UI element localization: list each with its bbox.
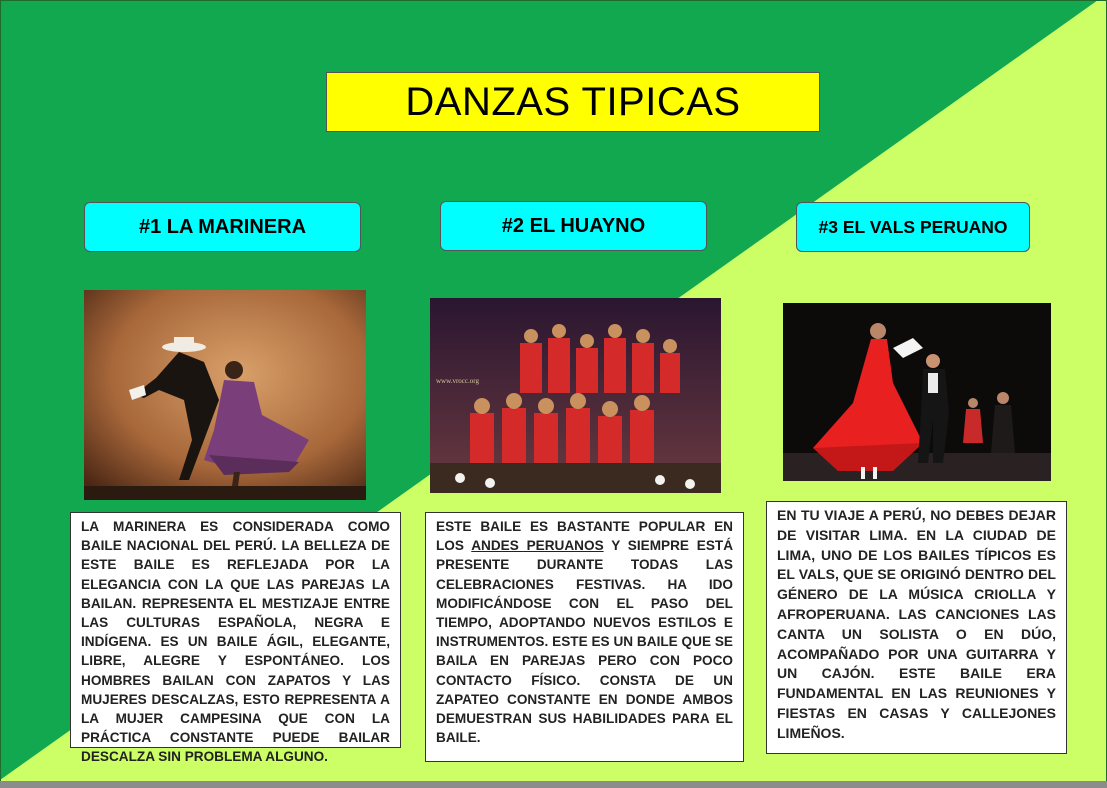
vals-peruano-description: EN TU VIAJE A PERÚ, NO DEBES DEJAR DE VISITAR LIMA. EN LA CIUDAD DE LIMA, UNO DE LOS BAILES TÍPICOS ES EL VALS, QUE SE ORIGINÓ DENTRO DEL GÉNERO DE LA MÚSICA CRIOLLA Y AFROPERUANA. LAS CANCIONES LAS CANTA UN SOLISTA O EN DÚO, ACOMPAÑADO POR UNA GUITARRA Y UN CAJÓN. ESTE BAILE ERA FUNDAMENTAL EN LAS REUNIONES Y FIESTAS EN CASAS Y CALLEJONES LIMEÑOS. xyxy=(766,501,1067,754)
bottom-bar xyxy=(0,781,1107,788)
marinera-description: LA MARINERA ES CONSIDERADA COMO BAILE NACIONAL DEL PERÚ. LA BELLEZA DE ESTE BAILE ES REFLEJADA POR LA ELEGANCIA CON LA QUE LAS PAREJAS LA BAILAN. REPRESENTA EL MESTIZAJE ENTRE LAS CULTURAS ESPAÑOLA, NEGRA E INDÍGENA. ES UN BAILE ÁGIL, ELEGANTE, LIBRE, ALEGRE Y ESPONTÁNEO. LOS HOMBRES BAILAN CON ZAPATOS Y LAS MUJERES DESCALZAS, ESTO REPRESENTA A LA MUJER CAMPESINA QUE CON LA PRÁCTICA CONSTANTE PUEDE BAILAR DESCALZA SIN PROBLEMA ALGUNO. xyxy=(70,512,401,748)
huayno-description xyxy=(425,512,744,762)
huayno-photo-watermark: www.vrocc.org xyxy=(436,377,479,385)
heading-marinera: #1 LA MARINERA xyxy=(84,202,361,252)
huayno-text-part1: ESTE BAILE ES BASTANTE POPULAR EN LOS xyxy=(436,519,733,554)
heading-huayno: #2 EL HUAYNO xyxy=(440,201,707,251)
vals-peruano-photo xyxy=(783,303,1051,481)
huayno-photo xyxy=(430,298,721,493)
marinera-photo xyxy=(84,290,366,500)
page-title: DANZAS TIPICAS xyxy=(326,72,820,132)
andes-peruanos-link[interactable]: ANDES PERUANOS xyxy=(471,538,604,554)
heading-vals-peruano: #3 EL VALS PERUANO xyxy=(796,202,1030,252)
huayno-text-part2: Y SIEMPRE ESTÁ PRESENTE DURANTE TODAS LAS CELEBRACIONES FESTIVAS. HA IDO MODIFICÁNDOSE CON EL PASO DEL TIEMPO, ADOPTANDO NUEVOS ESTILOS E INSTRUMENTOS. ESTE ES UN BAILE QUE SE BAILA EN PAREJAS PERO CON POCO CONTACTO FÍSICO. CONSTA DE UN ZAPATEO CONSTANTE EN DONDE AMBOS DEMUESTRAN SUS HABILIDADES PARA EL BAILE. xyxy=(436,538,734,746)
